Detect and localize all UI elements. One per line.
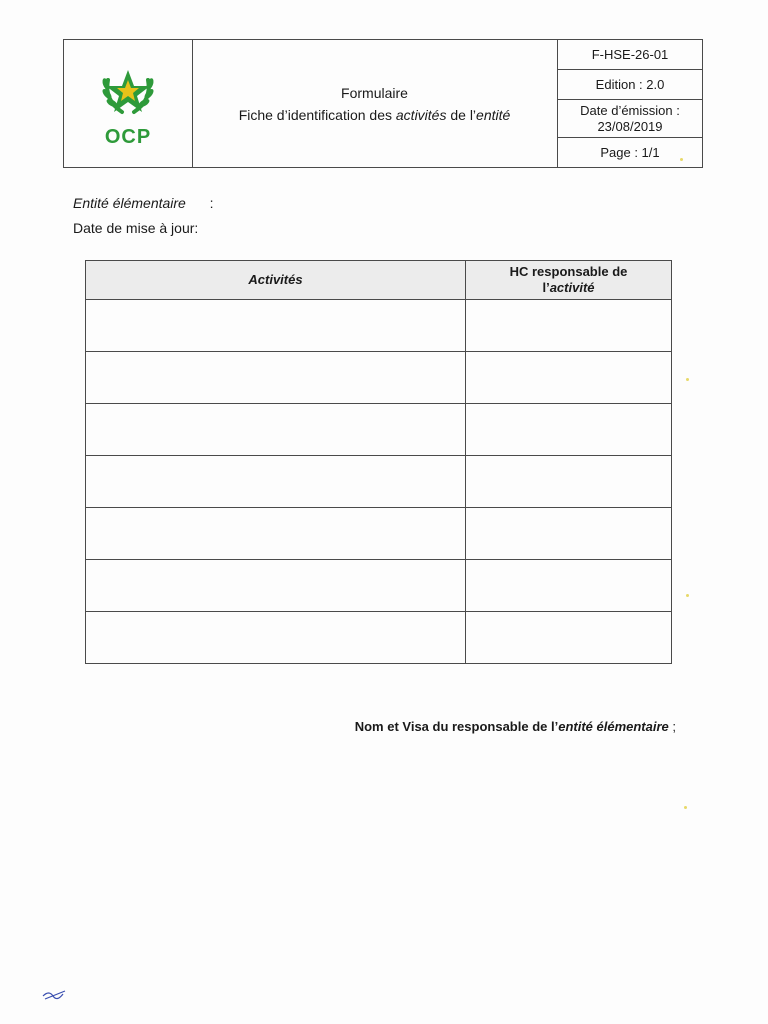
responsible-cell[interactable]: [466, 300, 672, 352]
update-date-label: Date de mise à jour:: [73, 220, 199, 236]
table-row: [86, 300, 672, 352]
activity-cell[interactable]: [86, 612, 466, 664]
activity-cell[interactable]: [86, 456, 466, 508]
form-title: [192, 40, 558, 167]
scan-speck: [686, 594, 689, 597]
responsible-cell[interactable]: [466, 352, 672, 404]
update-date-field: [73, 220, 198, 236]
doc-code-cell: [558, 40, 702, 70]
table-header-row: [86, 261, 672, 300]
responsible-cell[interactable]: [466, 508, 672, 560]
entity-colon: :: [209, 195, 214, 211]
table-row: [86, 612, 672, 664]
responsible-cell[interactable]: [466, 612, 672, 664]
scan-speck: [680, 158, 683, 161]
form-name: Fiche d’identification des activités de l’entité: [238, 106, 511, 123]
table-row: [86, 456, 672, 508]
issue-date-value: 23/08/2019: [597, 118, 663, 134]
scan-speck: [684, 806, 687, 809]
ocp-logo-icon: [64, 40, 192, 130]
activity-cell[interactable]: [86, 508, 466, 560]
entity-field: [73, 195, 214, 211]
issue-date-cell: [558, 100, 702, 138]
logo-text: OCP: [104, 126, 152, 148]
activity-cell[interactable]: [86, 300, 466, 352]
edition-cell: [558, 70, 702, 100]
scan-speck: [686, 378, 689, 381]
edition: Edition : 2.0: [595, 76, 665, 92]
logo-cell: [64, 40, 193, 167]
responsible-cell[interactable]: [466, 456, 672, 508]
responsible-cell[interactable]: [466, 560, 672, 612]
entity-label: Entité élémentaire: [73, 195, 186, 211]
activities-column-header: Activités: [86, 261, 466, 300]
form-type-label: Formulaire: [341, 84, 408, 101]
activity-cell[interactable]: [86, 404, 466, 456]
signature-label: Nom et Visa du responsable de l’entité élémentaire ;: [354, 719, 676, 734]
activity-cell[interactable]: [86, 560, 466, 612]
responsible-cell[interactable]: [466, 404, 672, 456]
doc-code: F-HSE-26-01: [591, 46, 669, 62]
activity-cell[interactable]: [86, 352, 466, 404]
table-row: [86, 508, 672, 560]
table-row: [86, 560, 672, 612]
table-row: [86, 352, 672, 404]
activities-table: [85, 260, 672, 664]
page-cell: [558, 138, 702, 167]
document-header: [63, 39, 703, 168]
issue-date-label: Date d’émission :: [580, 102, 680, 118]
handwritten-mark-icon: [41, 988, 69, 1002]
responsible-column-header: HC responsable de l’activité: [466, 261, 672, 300]
table-row: [86, 404, 672, 456]
page-number: Page : 1/1: [600, 144, 660, 160]
